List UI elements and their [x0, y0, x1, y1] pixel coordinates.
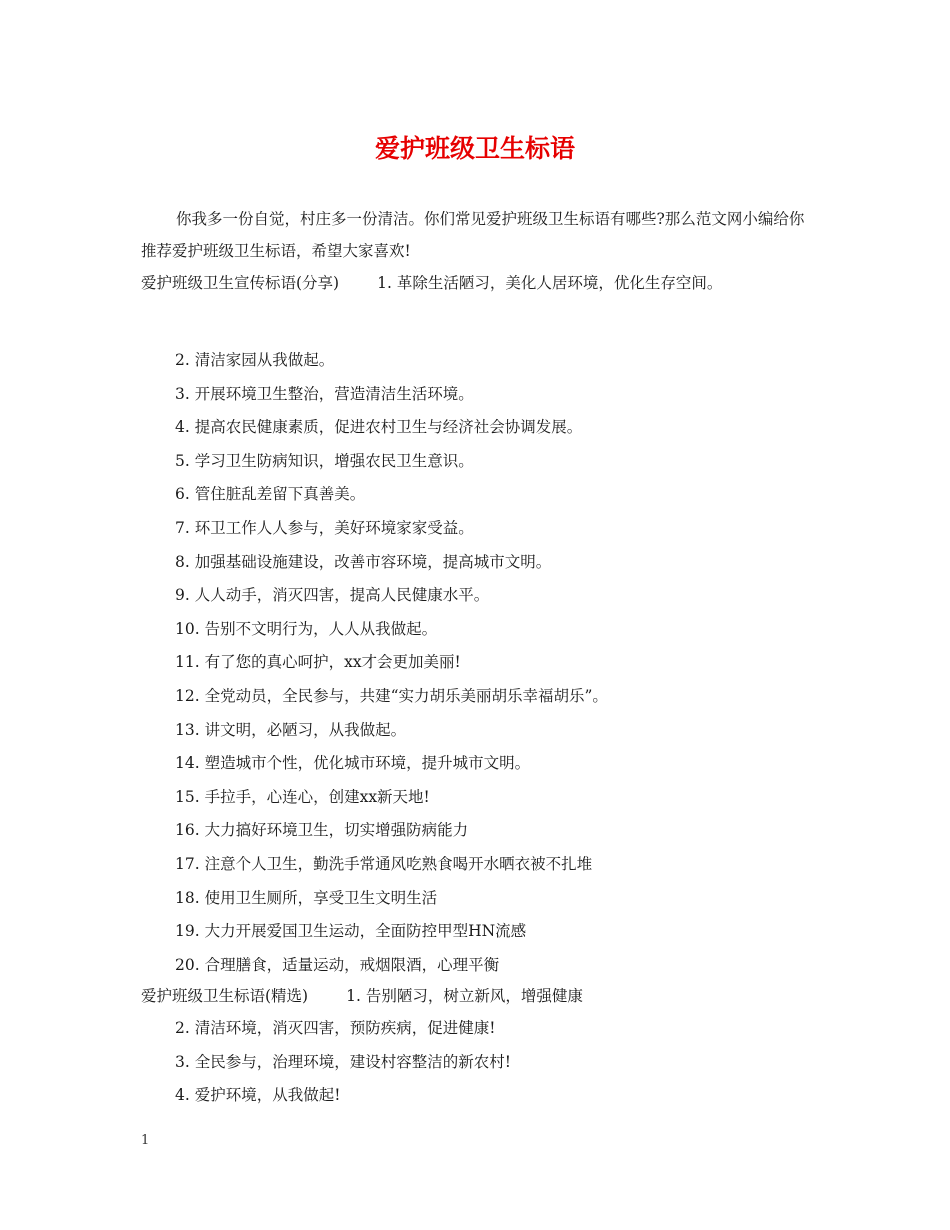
list-item: 7. 环卫工作人人参与，美好环境家家受益。 [175, 518, 474, 537]
list-item: 4. 提高农民健康素质，促进农村卫生与经济社会协调发展。 [175, 418, 583, 437]
section1-list [175, 344, 608, 982]
section2-paragraph [141, 980, 813, 1012]
list-item: 3. 开展环境卫生整治，营造清洁生活环境。 [175, 384, 474, 403]
document-title: 爱护班级卫生标语 [374, 134, 575, 163]
section1-paragraph [141, 267, 813, 299]
list-item: 16. 大力搞好环境卫生，切实增强防病能力 [175, 821, 469, 840]
list-item: 15. 手拉手，心连心，创建xx新天地! [175, 787, 430, 806]
list-item: 3. 全民参与，治理环境，建设村容整洁的新农村! [175, 1052, 511, 1071]
section1-heading: 爱护班级卫生宣传标语(分享) [141, 274, 340, 292]
section2-first-item: 1. 告别陋习，树立新风，增强健康 [346, 987, 583, 1005]
list-item: 17. 注意个人卫生，勤洗手常通风吃熟食喝开水晒衣被不扎堆 [175, 854, 593, 873]
list-item: 8. 加强基础设施建设，改善市容环境，提高城市文明。 [175, 552, 552, 571]
section2-list [175, 1012, 511, 1113]
section1-first-item: 1. 革除生活陋习，美化人居环境，优化生存空间。 [377, 274, 723, 292]
section2-heading: 爱护班级卫生标语(精选) [141, 987, 309, 1005]
list-item: 12. 全党动员，全民参与，共建“实力胡乐美丽胡乐幸福胡乐”。 [175, 686, 608, 705]
list-item: 6. 管住脏乱差留下真善美。 [175, 485, 366, 504]
intro-paragraph: 你我多一份自觉，村庄多一份清洁。你们常见爱护班级卫生标语有哪些?那么范文网小编给你推荐爱护班级卫生标语，希望大家喜欢! [141, 210, 805, 260]
list-item: 13. 讲文明，必陋习，从我做起。 [175, 720, 407, 739]
list-item: 5. 学习卫生防病知识，增强农民卫生意识。 [175, 451, 474, 470]
list-item: 2. 清洁环境，消灭四害，预防疾病，促进健康! [175, 1019, 496, 1037]
list-item: 2. 清洁家园从我做起。 [175, 351, 335, 369]
page-number: 1 [141, 1133, 150, 1148]
list-item: 10. 告别不文明行为，人人从我做起。 [175, 619, 438, 638]
list-item: 4. 爱护环境，从我做起! [175, 1086, 341, 1105]
list-item: 11. 有了您的真心呵护，xx才会更加美丽! [175, 653, 461, 672]
list-item: 14. 塑造城市个性，优化城市环境，提升城市文明。 [175, 754, 531, 773]
list-item: 18. 使用卫生厕所，享受卫生文明生活 [175, 888, 438, 907]
list-item: 20. 合理膳食，适量运动，戒烟限酒，心理平衡 [175, 955, 500, 974]
list-item: 19. 大力开展爱国卫生运动，全面防控甲型HN流感 [175, 922, 527, 941]
list-item: 9. 人人动手，消灭四害，提高人民健康水平。 [175, 586, 490, 605]
